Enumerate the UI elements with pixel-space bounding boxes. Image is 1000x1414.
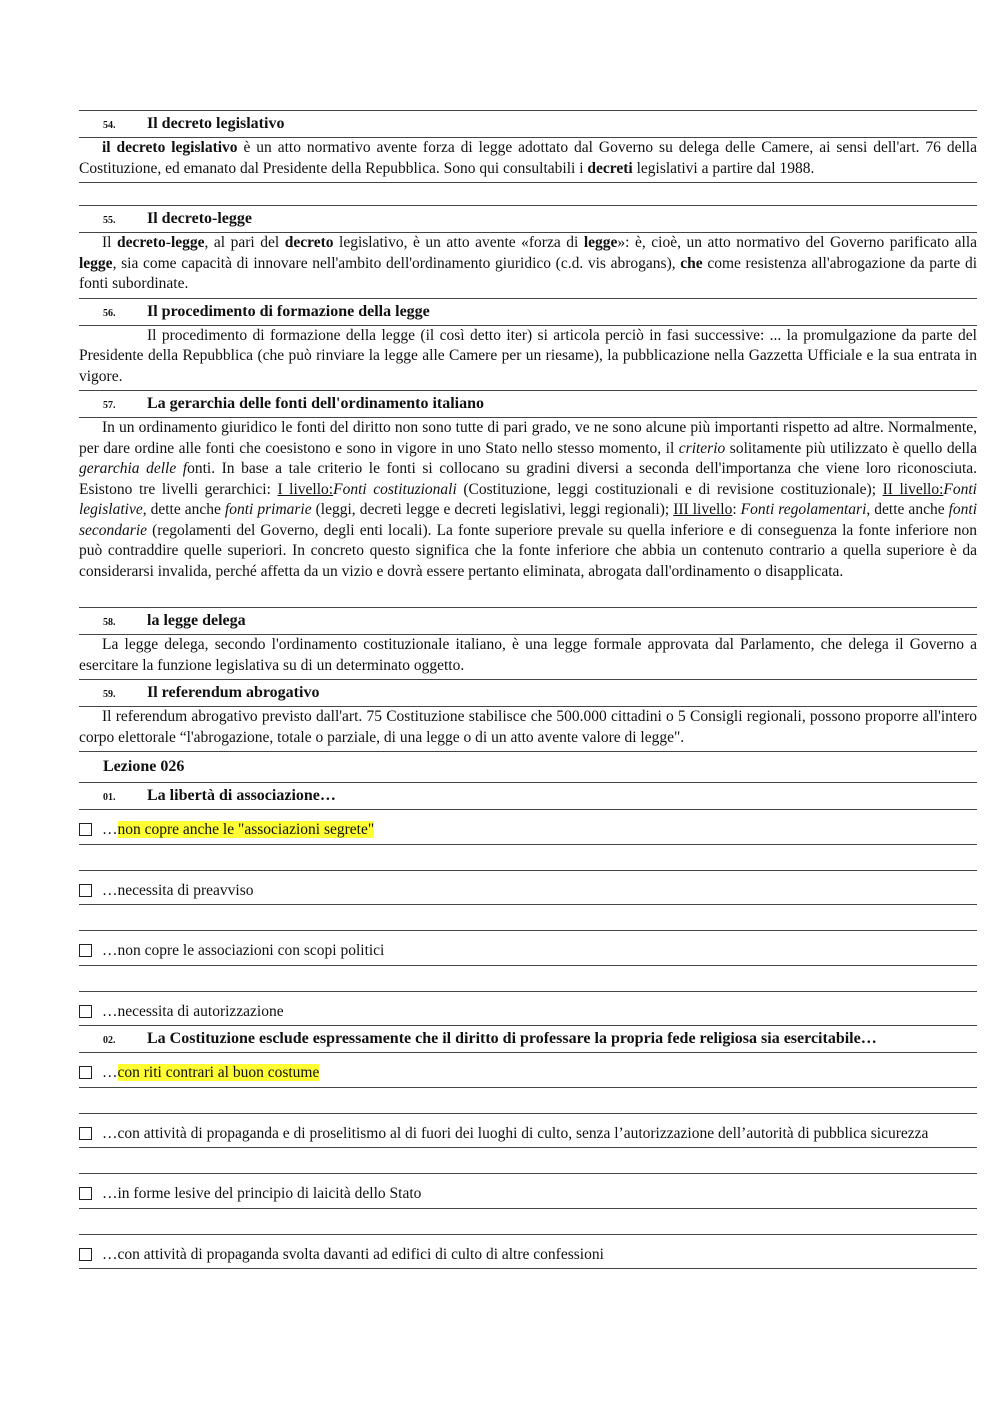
section-body: Il procedimento di formazione della legge (il così detto iter) si articola perciò in fasi successive: ... la promulgazione da parte del Presidente della Repubblica (che può rinviare la legge alle Camere per un riesame), la pubblicazione nella Gazzetta Ufficiale e la sua entrata in vigore. bbox=[79, 326, 977, 385]
answer-option: …con attività di propaganda svolta davanti ad edifici di culto di altre confessioni bbox=[79, 1235, 977, 1269]
answer-option: …non copre anche le "associazioni segrete" bbox=[79, 810, 977, 844]
section-title: La gerarchia delle fonti dell'ordinamento italiano bbox=[147, 395, 485, 412]
section-heading bbox=[79, 111, 977, 137]
section-heading bbox=[79, 206, 977, 232]
question-title: La libertà di associazione… bbox=[147, 787, 336, 804]
section-number: 58. bbox=[103, 617, 116, 628]
section-body: Il referendum abrogativo previsto dall'art. 75 Costituzione stabilisce che 500.000 cittadini o 5 Consigli regionali, possono proporre all'intero corpo elettorale “l'abrogazione, totale o parziale, di una legge o di un atto avente valore di legge". bbox=[79, 708, 977, 746]
section-body: La legge delega, secondo l'ordinamento costituzionale italiano, è una legge formale approvata dal Parlamento, che delega il Governo a esercitare la funzione legislativa su di un determinato oggetto. bbox=[79, 636, 977, 674]
question-number: 02. bbox=[103, 1035, 116, 1046]
answer-option: …in forme lesive del principio di laicità dello Stato bbox=[79, 1174, 977, 1208]
section-number: 55. bbox=[103, 215, 116, 226]
section-title: la legge delega bbox=[147, 612, 246, 629]
section-body: Il decreto-legge, al pari del decreto legislativo, è un atto avente «forza di legge»: è, cioè, un atto normativo del Governo parificato alla legge, sia come capacità di innovare nell'ambito dell'ordinamento giuridico (c.d. vis abrogans), che come resistenza all'abrogazione da parte di fonti subordinate. bbox=[79, 234, 978, 292]
question-title: La Costituzione esclude espressamente che il diritto di professare la propria fede religiosa sia esercitabile… bbox=[147, 1030, 877, 1047]
answer-option: …necessita di autorizzazione bbox=[79, 992, 977, 1026]
checkbox-icon[interactable] bbox=[79, 823, 92, 836]
document-page bbox=[79, 110, 977, 1269]
section-body: In un ordinamento giuridico le fonti del diritto non sono tutte di pari grado, ve ne sono alcune più importanti rispetto ad altre. Normalmente, per dare ordine alle fonti che coesistono e sono in vigore in uno Stato nello stesso momento, il criterio solitamente più utilizzato è quello della gerarchia delle fonti. In base a tale criterio le fonti si collocano su gradini diversi a seconda dell'importanza che viene loro riconosciuta. Esistono tre livelli gerarchici: I livello:Fonti costituzionali (Costituzione, leggi costituzionali e di revisione costituzionale); II livello:Fonti legislative, dette anche fonti primarie (leggi, decreti legge e decreti legislativi, leggi regionali); III livello: Fonti regolamentari, dette anche fonti secondarie (regolamenti del Governo, degli enti locali). La fonte superiore prevale su quella inferiore e di conseguenza la fonte inferiore non può contraddire quelle superiori. In concreto questo significa che la fonte inferiore che abbia un contenuto contrario a quella superiore è da considerarsi invalida, perché affetta da un vizio e dovrà essere pertanto eliminata, abrogata dall'ordinamento o disapplicata. bbox=[79, 419, 978, 580]
question-number: 01. bbox=[103, 792, 116, 803]
lesson-heading: Lezione 026 bbox=[103, 758, 185, 775]
section-title: Il procedimento di formazione della legge bbox=[147, 302, 430, 320]
checkbox-icon[interactable] bbox=[79, 944, 92, 957]
checkbox-icon[interactable] bbox=[79, 1066, 92, 1079]
section-number: 56. bbox=[103, 307, 116, 319]
section-heading bbox=[79, 680, 977, 706]
checkbox-icon[interactable] bbox=[79, 1127, 92, 1140]
answer-option: …non copre le associazioni con scopi politici bbox=[79, 931, 977, 965]
highlighted-answer: non copre anche le "associazioni segrete" bbox=[117, 821, 375, 838]
checkbox-icon[interactable] bbox=[79, 1005, 92, 1018]
question-heading bbox=[79, 1026, 977, 1052]
section-heading bbox=[79, 391, 977, 417]
section-heading bbox=[79, 299, 977, 325]
section-title: Il decreto-legge bbox=[147, 210, 252, 227]
section-number: 54. bbox=[103, 120, 116, 131]
answer-option: …necessita di preavviso bbox=[79, 871, 977, 905]
question-heading bbox=[79, 783, 977, 809]
answer-option: …con riti contrari al buon costume bbox=[79, 1053, 977, 1087]
checkbox-icon[interactable] bbox=[79, 1248, 92, 1261]
checkbox-icon[interactable] bbox=[79, 1187, 92, 1200]
section-title: Il decreto legislativo bbox=[147, 115, 285, 132]
section-number: 57. bbox=[103, 400, 116, 411]
rule bbox=[79, 1268, 977, 1269]
highlighted-answer: con riti contrari al buon costume bbox=[117, 1064, 320, 1081]
section-number: 59. bbox=[103, 689, 116, 700]
section-heading bbox=[79, 608, 977, 634]
answer-option: …con attività di propaganda e di proselitismo al di fuori dei luoghi di culto, senza l’autorizzazione dell’autorità di pubblica sicurezza bbox=[79, 1114, 977, 1148]
section-body: il decreto legislativo è un atto normativo avente forza di legge adottato dal Governo su delega delle Camere, ai sensi dell'art. 76 della Costituzione, ed emanato dal Presidente della Repubblica. Sono qui consultabili i decreti legislativi a partire dal 1988. bbox=[79, 139, 977, 177]
section-title: Il referendum abrogativo bbox=[147, 684, 320, 701]
checkbox-icon[interactable] bbox=[79, 884, 92, 897]
